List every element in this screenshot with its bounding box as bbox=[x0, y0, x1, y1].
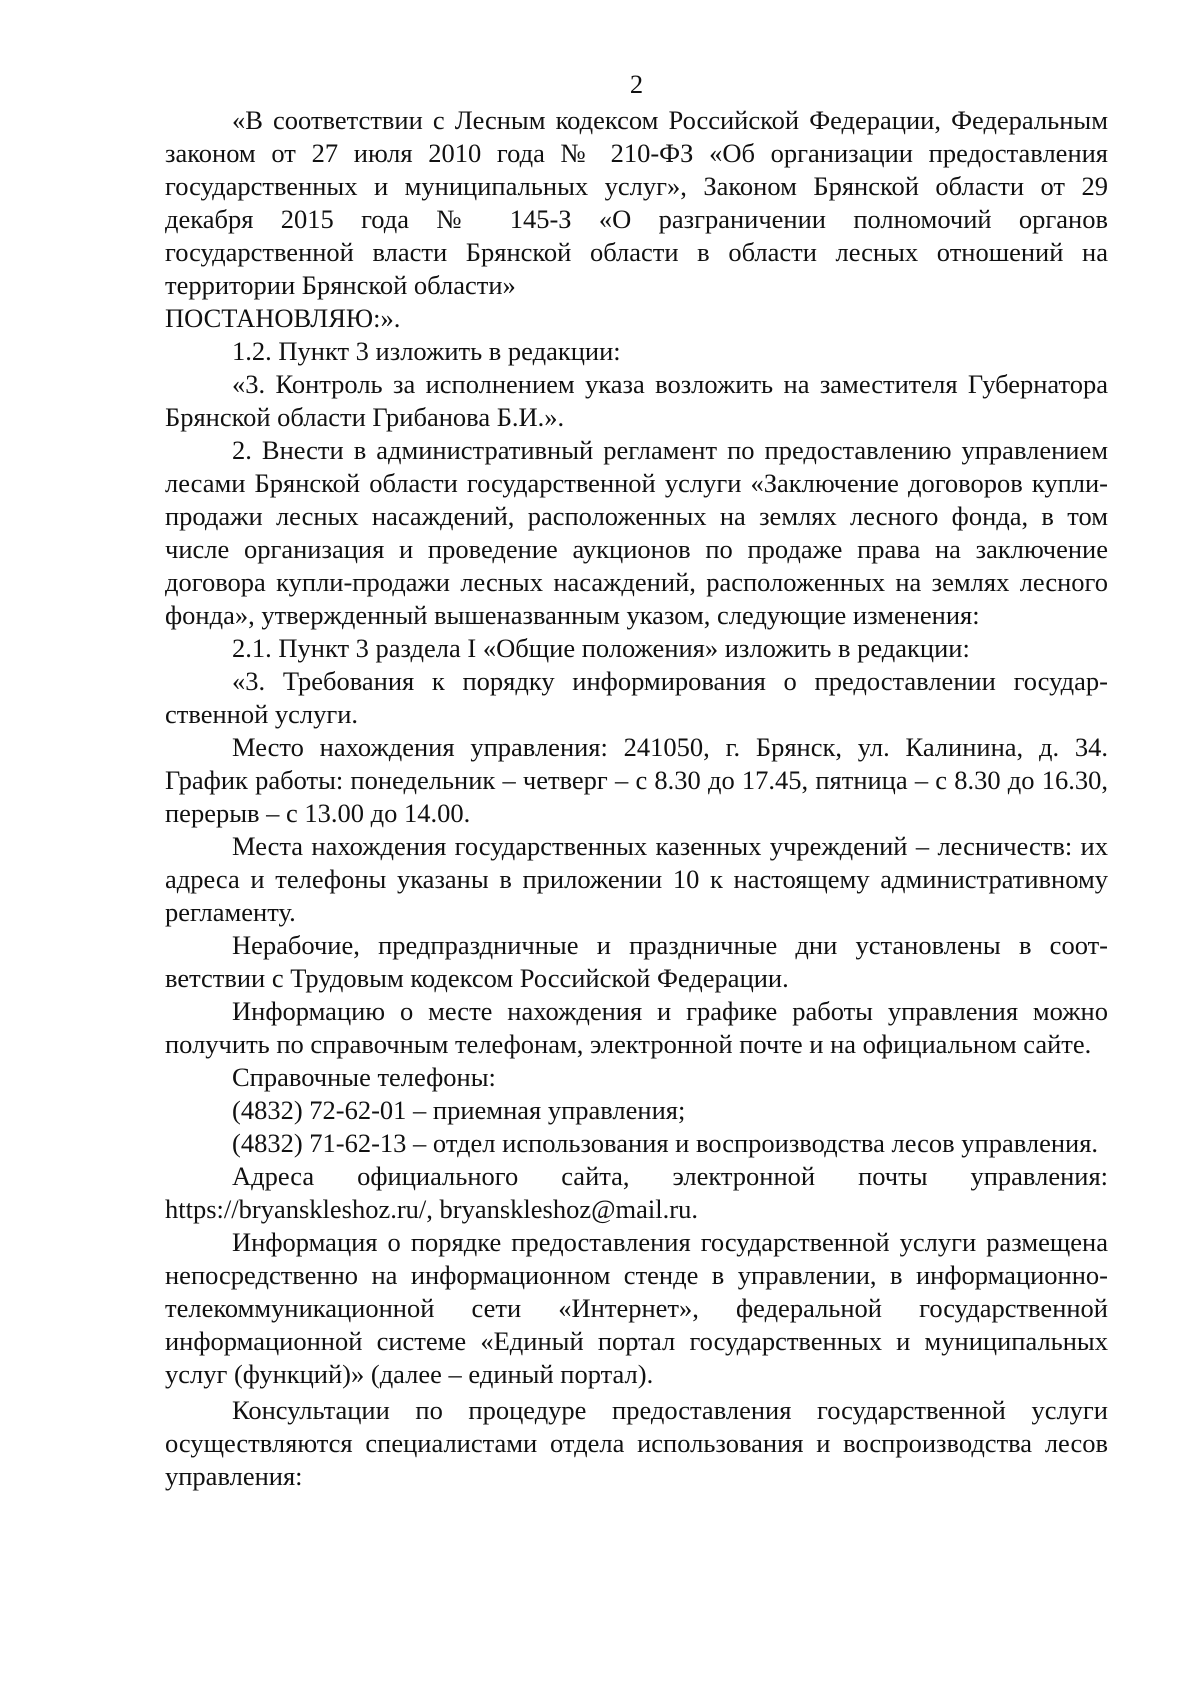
paragraph-item-2-1: 2.1. Пункт 3 раздела I «Общие положения» изложить в редакции: bbox=[232, 633, 970, 663]
paragraph-preamble: «В соответствии с Лесным кодексом Российской Федерации, Федеральным законом от 27 июля 2010 года № 210-ФЗ «Об организации предоставления государственных и муниципальных услуг», Законом Брянской области от 29 декабря 2015 года № 145-З «О разграничении полномочий органов государственной власти Брянской области в области лесных отношений на территории Брянской области» bbox=[165, 105, 1108, 300]
paragraph-location: Место нахождения управления: 241050, г. Брянск, ул. Калинина, д. 34. График работы: понедельник – четверг – с 8.30 до 17.45, пятница – с 8.30 до 16.30, перерыв – с 13.00 до 14.00. bbox=[165, 732, 1108, 828]
paragraph-consultations: Консультации по процедуре предоставления государственной услуги осуществляются специалистами отдела использования и воспроизводства лесов управления: bbox=[165, 1395, 1108, 1491]
paragraph-phones-heading: Справочные телефоны: bbox=[232, 1062, 496, 1092]
paragraph-requirements: «3. Требования к порядку информирования о предоставлении государственной услуги. bbox=[165, 666, 1108, 729]
paragraph-info-placement: Информация о порядке предоставления государственной услуги размещена непосредственно на информационном стенде в управлении, в информационно-телекоммуникационной сети «Интернет», федеральной государственной информационной системе «Единый портал государственных и муниципальных услуг (функций)» (далее – единый портал). bbox=[165, 1227, 1108, 1389]
paragraph-holidays: Нерабочие, предпраздничные и праздничные дни установлены в соответствии с Трудовым кодексом Российской Федерации. bbox=[165, 930, 1108, 993]
paragraph-control: «3. Контроль за исполнением указа возложить на заместителя Губернатора Брянской области Грибанова Б.И.». bbox=[165, 369, 1108, 432]
paragraph-website-email: Адреса официального сайта, электронной почты управления: https://bryanskleshoz.ru/, bryanskleshoz@mail.ru. bbox=[165, 1161, 1108, 1224]
page-number: 2 bbox=[629, 69, 644, 99]
paragraph-item-2: 2. Внести в административный регламент по предоставлению управлением лесами Брянской области государственной услуги «Заключение договоров купли-продажи лесных насаждений, расположенных на землях лесного фонда, в том числе организация и проведение аукционов по продаже права на заключение договора купли-продажи лесных насаждений, расположенных на землях лесного фонда», утвержденный вышеназванным указом, следующие изменения: bbox=[165, 435, 1108, 630]
paragraph-item-1-2: 1.2. Пункт 3 изложить в редакции: bbox=[232, 336, 621, 366]
paragraph-phone-reception: (4832) 72-62-01 – приемная управления; bbox=[232, 1095, 686, 1125]
paragraph-info-sources: Информацию о месте нахождения и графике работы управления можно получить по справочным телефонам, электронной почте и на официальном сайте. bbox=[165, 996, 1108, 1059]
paragraph-postanovlyayu: ПОСТАНОВЛЯЮ:». bbox=[165, 303, 401, 333]
paragraph-forestry-locations: Места нахождения государственных казенных учреждений – лесничеств: их адреса и телефоны указаны в приложении 10 к настоящему административному регламенту. bbox=[165, 831, 1108, 927]
paragraph-phone-department: (4832) 71-62-13 – отдел использования и воспроизводства лесов управления. bbox=[232, 1128, 1099, 1158]
